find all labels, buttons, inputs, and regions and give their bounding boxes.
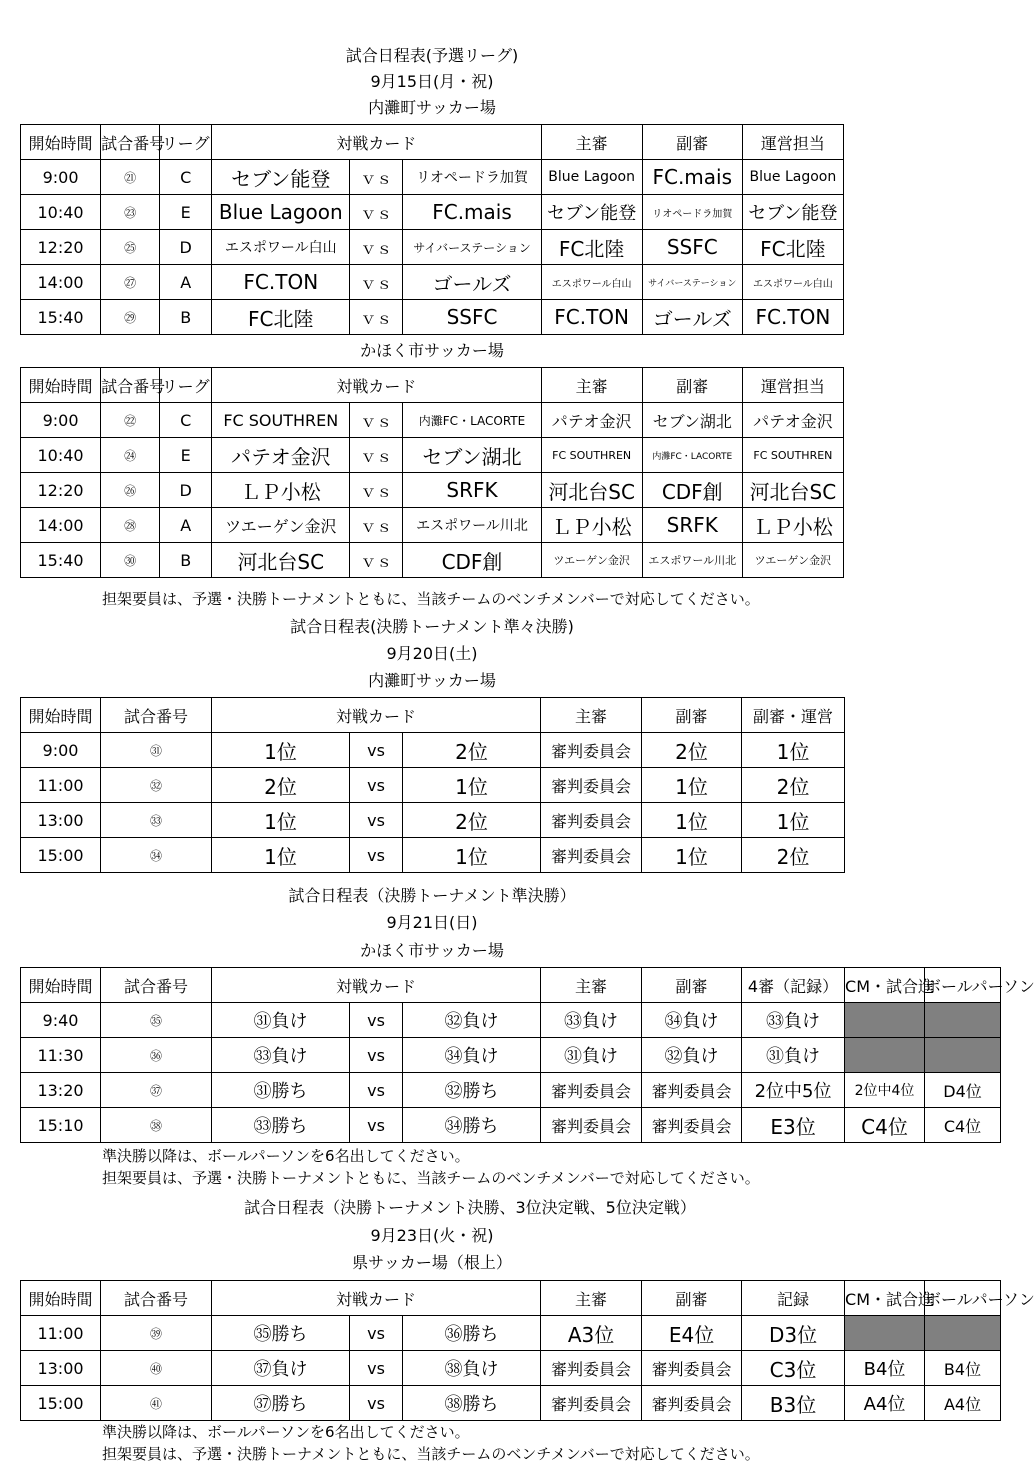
referee-cell: ツエーゲン金沢 (541, 543, 642, 578)
assistant-cell: CDF創 (642, 473, 742, 508)
time-cell: 11:00 (21, 1316, 101, 1351)
referee-cell: 審判委員会 (541, 733, 642, 768)
header-time: 開始時間 (21, 368, 101, 403)
league-cell: D (160, 473, 212, 508)
record-cell: D3位 (742, 1316, 845, 1351)
away-team-cell: 内灘FC・LACORTE (403, 403, 541, 438)
home-team-cell: ㉝負け (212, 1038, 350, 1073)
assistant-cell: 審判委員会 (642, 1108, 742, 1143)
header-ops: 運営担当 (742, 125, 843, 160)
home-team-cell: パテオ金沢 (212, 438, 350, 473)
vs-cell: ｖｓ (350, 195, 403, 230)
sec4-table (20, 1280, 1035, 1421)
header-card: 対戦カード (212, 125, 541, 160)
time-cell: 14:00 (21, 265, 101, 300)
referee-cell: 審判委員会 (541, 768, 642, 803)
vs-cell: vs (350, 1316, 403, 1351)
match-no-cell: ㉔ (101, 438, 160, 473)
ball-cell: D4位 (925, 1073, 1001, 1108)
assistant-cell: SRFK (642, 508, 742, 543)
table-row (21, 195, 844, 230)
match-no-cell: ㉒ (101, 403, 160, 438)
header-time: 開始時間 (21, 968, 101, 1003)
sec1-date: 9月15日(月・祝) (370, 72, 494, 91)
vs-cell: vs (350, 1351, 403, 1386)
home-team-cell: セブン能登 (212, 160, 350, 195)
vs-cell: vs (350, 803, 403, 838)
header-card: 対戦カード (212, 968, 541, 1003)
header-ball: ボールパーソン (925, 1281, 1001, 1316)
time-cell: 12:20 (21, 230, 101, 265)
ball-cell: B4位 (925, 1351, 1001, 1386)
sec4-date: 9月23日(火・祝) (370, 1226, 494, 1245)
match-no-cell: ㊶ (101, 1386, 212, 1421)
table-row (21, 1073, 1001, 1108)
league-cell: E (160, 195, 212, 230)
table-row (21, 403, 844, 438)
away-team-cell: ㊱勝ち (403, 1316, 541, 1351)
header-ops: 運営担当 (742, 368, 843, 403)
referee-cell: FC北陸 (541, 230, 642, 265)
table-row (21, 1038, 1001, 1073)
league-cell: B (160, 543, 212, 578)
sec2-table (20, 697, 845, 873)
assistant-cell: ゴールズ (642, 300, 742, 335)
header-asst: 副審 (642, 968, 742, 1003)
referee-cell: ㉝負け (541, 1003, 642, 1038)
vs-cell: vs (350, 1038, 403, 1073)
vs-cell: vs (350, 768, 403, 803)
assistant-cell: 1位 (642, 803, 742, 838)
header-asst: 副審 (642, 125, 742, 160)
header-no: 試合番号 (101, 968, 212, 1003)
vs-cell: ｖｓ (350, 160, 403, 195)
sec1-venue-a: 内灘町サッカー場 (368, 98, 496, 117)
table-row (21, 1108, 1001, 1143)
header-no: 試合番号 (101, 125, 160, 160)
referee-cell: A3位 (541, 1316, 642, 1351)
table-row (21, 803, 845, 838)
assistant-cell: リオペードラ加賀 (642, 195, 742, 230)
ops-cell: 2位 (742, 768, 845, 803)
table-row (21, 768, 845, 803)
referee-cell: FC.TON (541, 300, 642, 335)
referee-cell: 審判委員会 (541, 838, 642, 873)
vs-cell: ｖｓ (350, 403, 403, 438)
header-card: 対戦カード (212, 1281, 541, 1316)
assistant-cell: エスポワール川北 (642, 543, 742, 578)
ball-cell (925, 1038, 1001, 1073)
header-no: 試合番号 (101, 698, 212, 733)
home-team-cell: ツエーゲン金沢 (212, 508, 350, 543)
assistant-cell: サイバーステーション (642, 265, 742, 300)
table-row (21, 508, 844, 543)
away-team-cell: ㉜負け (403, 1003, 541, 1038)
league-cell: D (160, 230, 212, 265)
header-card: 対戦カード (212, 368, 541, 403)
vs-cell: ｖｓ (350, 473, 403, 508)
away-team-cell: ㊳負け (403, 1351, 541, 1386)
referee-cell: Blue Lagoon (541, 160, 642, 195)
away-team-cell: 2位 (403, 803, 541, 838)
match-no-cell: ㉓ (101, 195, 160, 230)
home-team-cell: 2位 (212, 768, 350, 803)
ops-cell: 2位 (742, 838, 845, 873)
home-team-cell: 河北台SC (212, 543, 350, 578)
referee-cell: パテオ金沢 (541, 403, 642, 438)
vs-cell: vs (350, 1073, 403, 1108)
time-cell: 9:00 (21, 403, 101, 438)
header-ref: 主審 (541, 1281, 642, 1316)
sec1-venue-b: かほく市サッカー場 (360, 341, 504, 360)
header-league: リーグ (160, 368, 212, 403)
table-row (21, 733, 845, 768)
assistant-cell: 審判委員会 (642, 1351, 742, 1386)
header-rec: 記録 (742, 1281, 845, 1316)
ops-cell: 河北台SC (742, 473, 843, 508)
home-team-cell: ㊲負け (212, 1351, 350, 1386)
sec3-note2: 担架要員は、予選・決勝トーナメントともに、当該チームのベンチメンバーで対応してください。 (102, 1169, 760, 1187)
home-team-cell: FC SOUTHREN (212, 403, 350, 438)
header-ball: ボールパーソン (925, 968, 1001, 1003)
sec1-table-b (20, 367, 844, 578)
sec4-title: 試合日程表（決勝トーナメント決勝、3位決定戦、5位決定戦） (244, 1198, 696, 1217)
assistant-cell: 内灘FC・LACORTE (642, 438, 742, 473)
header-ref: 主審 (541, 968, 642, 1003)
header-ref: 主審 (541, 368, 642, 403)
away-team-cell: ㉜勝ち (403, 1073, 541, 1108)
table-row (21, 1351, 1001, 1386)
away-team-cell: ㉞負け (403, 1038, 541, 1073)
ops-cell: エスポワール白山 (742, 265, 843, 300)
assistant-cell: 1位 (642, 768, 742, 803)
vs-cell: vs (350, 838, 403, 873)
header-cm: CM・試合進 (845, 1281, 925, 1316)
ops-cell: FC北陸 (742, 230, 843, 265)
vs-cell: vs (350, 1386, 403, 1421)
away-team-cell: リオペードラ加賀 (403, 160, 541, 195)
home-team-cell: エスポワール白山 (212, 230, 350, 265)
ops-cell: パテオ金沢 (742, 403, 843, 438)
table-header-row (21, 368, 844, 403)
header-ops: 副審・運営 (742, 698, 845, 733)
match-no-cell: ㊱ (101, 1038, 212, 1073)
away-team-cell: SRFK (403, 473, 541, 508)
ops-cell: セブン能登 (742, 195, 843, 230)
match-no-cell: ㉜ (101, 768, 212, 803)
table-row (21, 1386, 1001, 1421)
assistant-cell: SSFC (642, 230, 742, 265)
away-team-cell: 2位 (403, 733, 541, 768)
time-cell: 13:20 (21, 1073, 101, 1108)
table-row (21, 438, 844, 473)
table-row (21, 473, 844, 508)
sec1-title: 試合日程表(予選リーグ) (345, 46, 519, 65)
vs-cell: ｖｓ (350, 438, 403, 473)
table-row (21, 838, 845, 873)
time-cell: 12:20 (21, 473, 101, 508)
vs-cell: ｖｓ (350, 230, 403, 265)
sec3-date: 9月21日(日) (386, 913, 478, 932)
referee-cell: 審判委員会 (541, 803, 642, 838)
vs-cell: ｖｓ (350, 265, 403, 300)
away-team-cell: ㉞勝ち (403, 1108, 541, 1143)
time-cell: 11:00 (21, 768, 101, 803)
time-cell: 15:10 (21, 1108, 101, 1143)
sec3-table (20, 967, 1035, 1143)
assistant-cell: 審判委員会 (642, 1073, 742, 1108)
table-row (21, 230, 844, 265)
table-row (21, 1003, 1001, 1038)
home-team-cell: ㉛勝ち (212, 1073, 350, 1108)
sec1-note: 担架要員は、予選・決勝トーナメントともに、当該チームのベンチメンバーで対応してください。 (102, 590, 760, 608)
match-no-cell: ㉟ (101, 1003, 212, 1038)
referee-cell: 審判委員会 (541, 1108, 642, 1143)
league-cell: C (160, 160, 212, 195)
league-cell: A (160, 265, 212, 300)
home-team-cell: ㊲勝ち (212, 1386, 350, 1421)
time-cell: 15:00 (21, 838, 101, 873)
ops-cell: ツエーゲン金沢 (742, 543, 843, 578)
home-team-cell: 1位 (212, 803, 350, 838)
ops-cell: Blue Lagoon (742, 160, 843, 195)
table-header-row (21, 698, 845, 733)
fourth-cell: 2位中5位 (742, 1073, 845, 1108)
vs-cell: ｖｓ (350, 300, 403, 335)
time-cell: 15:40 (21, 300, 101, 335)
vs-cell: ｖｓ (350, 508, 403, 543)
fourth-cell: ㉝負け (742, 1003, 845, 1038)
sec4-venue: 県サッカー場（根上） (352, 1253, 512, 1272)
assistant-cell: ㉞負け (642, 1003, 742, 1038)
away-team-cell: ゴールズ (403, 265, 541, 300)
home-team-cell: ㉛負け (212, 1003, 350, 1038)
match-no-cell: ㊴ (101, 1316, 212, 1351)
time-cell: 9:00 (21, 160, 101, 195)
league-cell: B (160, 300, 212, 335)
home-team-cell: FC.TON (212, 265, 350, 300)
cm-cell (845, 1038, 925, 1073)
time-cell: 9:40 (21, 1003, 101, 1038)
home-team-cell: 1位 (212, 838, 350, 873)
league-cell: C (160, 403, 212, 438)
time-cell: 9:00 (21, 733, 101, 768)
header-no: 試合番号 (101, 368, 160, 403)
fourth-cell: E3位 (742, 1108, 845, 1143)
match-no-cell: ㉗ (101, 265, 160, 300)
away-team-cell: 1位 (403, 838, 541, 873)
table-row (21, 160, 844, 195)
sec2-date: 9月20日(土) (386, 644, 478, 663)
time-cell: 13:00 (21, 803, 101, 838)
fourth-cell: ㉛負け (742, 1038, 845, 1073)
ball-cell (925, 1316, 1001, 1351)
cm-cell: A4位 (845, 1386, 925, 1421)
cm-cell: B4位 (845, 1351, 925, 1386)
time-cell: 13:00 (21, 1351, 101, 1386)
sec2-venue: 内灘町サッカー場 (368, 671, 496, 690)
table-header-row (21, 1281, 1001, 1316)
ops-cell: 1位 (742, 803, 845, 838)
home-team-cell: 1位 (212, 733, 350, 768)
match-no-cell: ㊳ (101, 1108, 212, 1143)
ops-cell: FC.TON (742, 300, 843, 335)
assistant-cell: 1位 (642, 838, 742, 873)
cm-cell (845, 1003, 925, 1038)
assistant-cell: E4位 (642, 1316, 742, 1351)
record-cell: C3位 (742, 1351, 845, 1386)
match-no-cell: ㊲ (101, 1073, 212, 1108)
ops-cell: ＬＰ小松 (742, 508, 843, 543)
referee-cell: 審判委員会 (541, 1073, 642, 1108)
home-team-cell: Blue Lagoon (212, 195, 350, 230)
match-no-cell: ㉘ (101, 508, 160, 543)
league-cell: E (160, 438, 212, 473)
table-row (21, 265, 844, 300)
vs-cell: vs (350, 1003, 403, 1038)
away-team-cell: CDF創 (403, 543, 541, 578)
away-team-cell: FC.mais (403, 195, 541, 230)
record-cell: B3位 (742, 1386, 845, 1421)
header-asst: 副審 (642, 368, 742, 403)
assistant-cell: 審判委員会 (642, 1386, 742, 1421)
match-no-cell: ㉞ (101, 838, 212, 873)
referee-cell: セブン能登 (541, 195, 642, 230)
away-team-cell: 1位 (403, 768, 541, 803)
match-no-cell: ㉛ (101, 733, 212, 768)
assistant-cell: 2位 (642, 733, 742, 768)
home-team-cell: ㉝勝ち (212, 1108, 350, 1143)
sec3-title: 試合日程表（決勝トーナメント準決勝） (288, 886, 576, 905)
match-no-cell: ㉚ (101, 543, 160, 578)
referee-cell: ㉛負け (541, 1038, 642, 1073)
sec4-note2: 担架要員は、予選・決勝トーナメントともに、当該チームのベンチメンバーで対応してください。 (102, 1445, 760, 1463)
sec4-note1: 準決勝以降は、ボールパーソンを6名出してください。 (102, 1423, 470, 1441)
cm-cell: 2位中4位 (845, 1073, 925, 1108)
header-fourth: 4審（記録） (742, 968, 845, 1003)
header-ref: 主審 (541, 125, 642, 160)
assistant-cell: セブン湖北 (642, 403, 742, 438)
sec3-note1: 準決勝以降は、ボールパーソンを6名出してください。 (102, 1147, 470, 1165)
table-row (21, 1316, 1001, 1351)
match-no-cell: ㉑ (101, 160, 160, 195)
table-header-row (21, 125, 844, 160)
league-cell: A (160, 508, 212, 543)
time-cell: 14:00 (21, 508, 101, 543)
away-team-cell: SSFC (403, 300, 541, 335)
match-no-cell: ㉖ (101, 473, 160, 508)
referee-cell: FC SOUTHREN (541, 438, 642, 473)
match-no-cell: ㊵ (101, 1351, 212, 1386)
ball-cell (925, 1003, 1001, 1038)
vs-cell: vs (350, 733, 403, 768)
assistant-cell: FC.mais (642, 160, 742, 195)
vs-cell: ｖｓ (350, 543, 403, 578)
away-team-cell: ㊳勝ち (403, 1386, 541, 1421)
table-header-row (21, 968, 1001, 1003)
match-no-cell: ㉕ (101, 230, 160, 265)
header-asst: 副審 (642, 698, 742, 733)
away-team-cell: サイバーステーション (403, 230, 541, 265)
home-team-cell: ㉟勝ち (212, 1316, 350, 1351)
header-time: 開始時間 (21, 125, 101, 160)
sec3-venue: かほく市サッカー場 (360, 941, 504, 960)
assistant-cell: ㉜負け (642, 1038, 742, 1073)
time-cell: 15:00 (21, 1386, 101, 1421)
away-team-cell: エスポワール川北 (403, 508, 541, 543)
sec2-title: 試合日程表(決勝トーナメント準々決勝) (290, 617, 574, 636)
referee-cell: 審判委員会 (541, 1351, 642, 1386)
time-cell: 15:40 (21, 543, 101, 578)
referee-cell: ＬＰ小松 (541, 508, 642, 543)
table-row (21, 543, 844, 578)
ball-cell: A4位 (925, 1386, 1001, 1421)
header-no: 試合番号 (101, 1281, 212, 1316)
home-team-cell: FC北陸 (212, 300, 350, 335)
header-time: 開始時間 (21, 698, 101, 733)
time-cell: 10:40 (21, 438, 101, 473)
header-card: 対戦カード (212, 698, 541, 733)
match-no-cell: ㉝ (101, 803, 212, 838)
match-no-cell: ㉙ (101, 300, 160, 335)
home-team-cell: ＬＰ小松 (212, 473, 350, 508)
header-cm: CM・試合進 (845, 968, 925, 1003)
ball-cell: C4位 (925, 1108, 1001, 1143)
header-ref: 主審 (541, 698, 642, 733)
ops-cell: 1位 (742, 733, 845, 768)
ops-cell: FC SOUTHREN (742, 438, 843, 473)
header-league: リーグ (160, 125, 212, 160)
time-cell: 10:40 (21, 195, 101, 230)
referee-cell: 審判委員会 (541, 1386, 642, 1421)
header-asst: 副審 (642, 1281, 742, 1316)
header-time: 開始時間 (21, 1281, 101, 1316)
cm-cell: C4位 (845, 1108, 925, 1143)
sec1-table-a (20, 124, 844, 335)
referee-cell: エスポワール白山 (541, 265, 642, 300)
away-team-cell: セブン湖北 (403, 438, 541, 473)
table-row (21, 300, 844, 335)
cm-cell (845, 1316, 925, 1351)
referee-cell: 河北台SC (541, 473, 642, 508)
time-cell: 11:30 (21, 1038, 101, 1073)
vs-cell: vs (350, 1108, 403, 1143)
